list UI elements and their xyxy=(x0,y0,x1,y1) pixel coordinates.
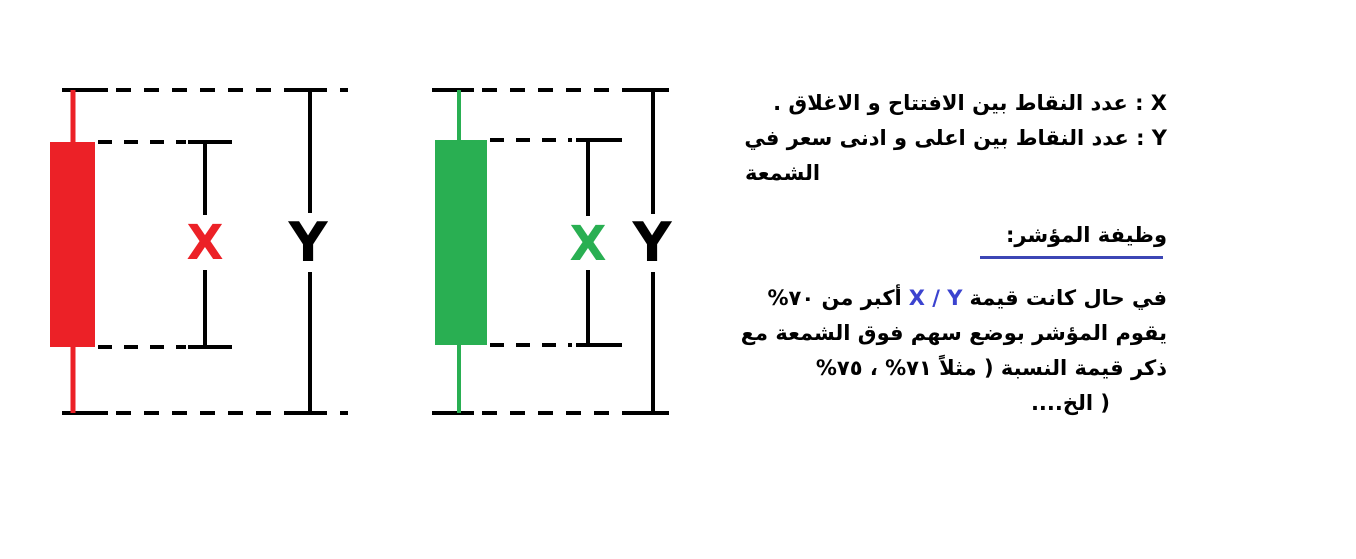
paragraph-line-2: يقوم المؤشر بوضع سهم فوق الشمعة مع xyxy=(740,321,1167,345)
paragraph-line-4: ....الخ ) xyxy=(1030,391,1110,415)
paragraph-line-1-suffix: أكبر من ٧٠% xyxy=(767,286,902,310)
green-x-measure-label: X xyxy=(569,216,607,272)
section-heading: وظيفة المؤشر: xyxy=(1005,223,1167,247)
paragraph-line-1-prefix: في حال كانت قيمة xyxy=(969,286,1167,310)
green-y-measure-label: Y xyxy=(632,211,672,274)
explanation-panel xyxy=(740,86,1167,421)
red-candle-figure xyxy=(50,90,348,413)
red-candle-body xyxy=(50,142,95,347)
red-x-measure-label: X xyxy=(186,215,224,271)
ratio-x-over-y: X / Y xyxy=(908,286,963,310)
red-y-measure-label: Y xyxy=(288,211,328,274)
green-candle-figure xyxy=(432,90,677,413)
indicator-function-paragraph xyxy=(740,281,1167,421)
definition-y-continued: الشمعة xyxy=(745,161,821,185)
definition-y: Y : عدد النقاط بين اعلى و ادنى سعر في xyxy=(744,126,1167,150)
paragraph-line-1 xyxy=(745,281,1167,316)
definition-x: X : عدد النقاط بين الافتتاح و الاغلاق . xyxy=(773,91,1167,115)
definitions-block xyxy=(745,86,1167,191)
heading-underline xyxy=(980,256,1163,259)
paragraph-line-3: ذكر قيمة النسبة ( مثلاً ٧١% ، ٧٥% xyxy=(815,356,1167,380)
green-candle-body xyxy=(435,140,487,345)
